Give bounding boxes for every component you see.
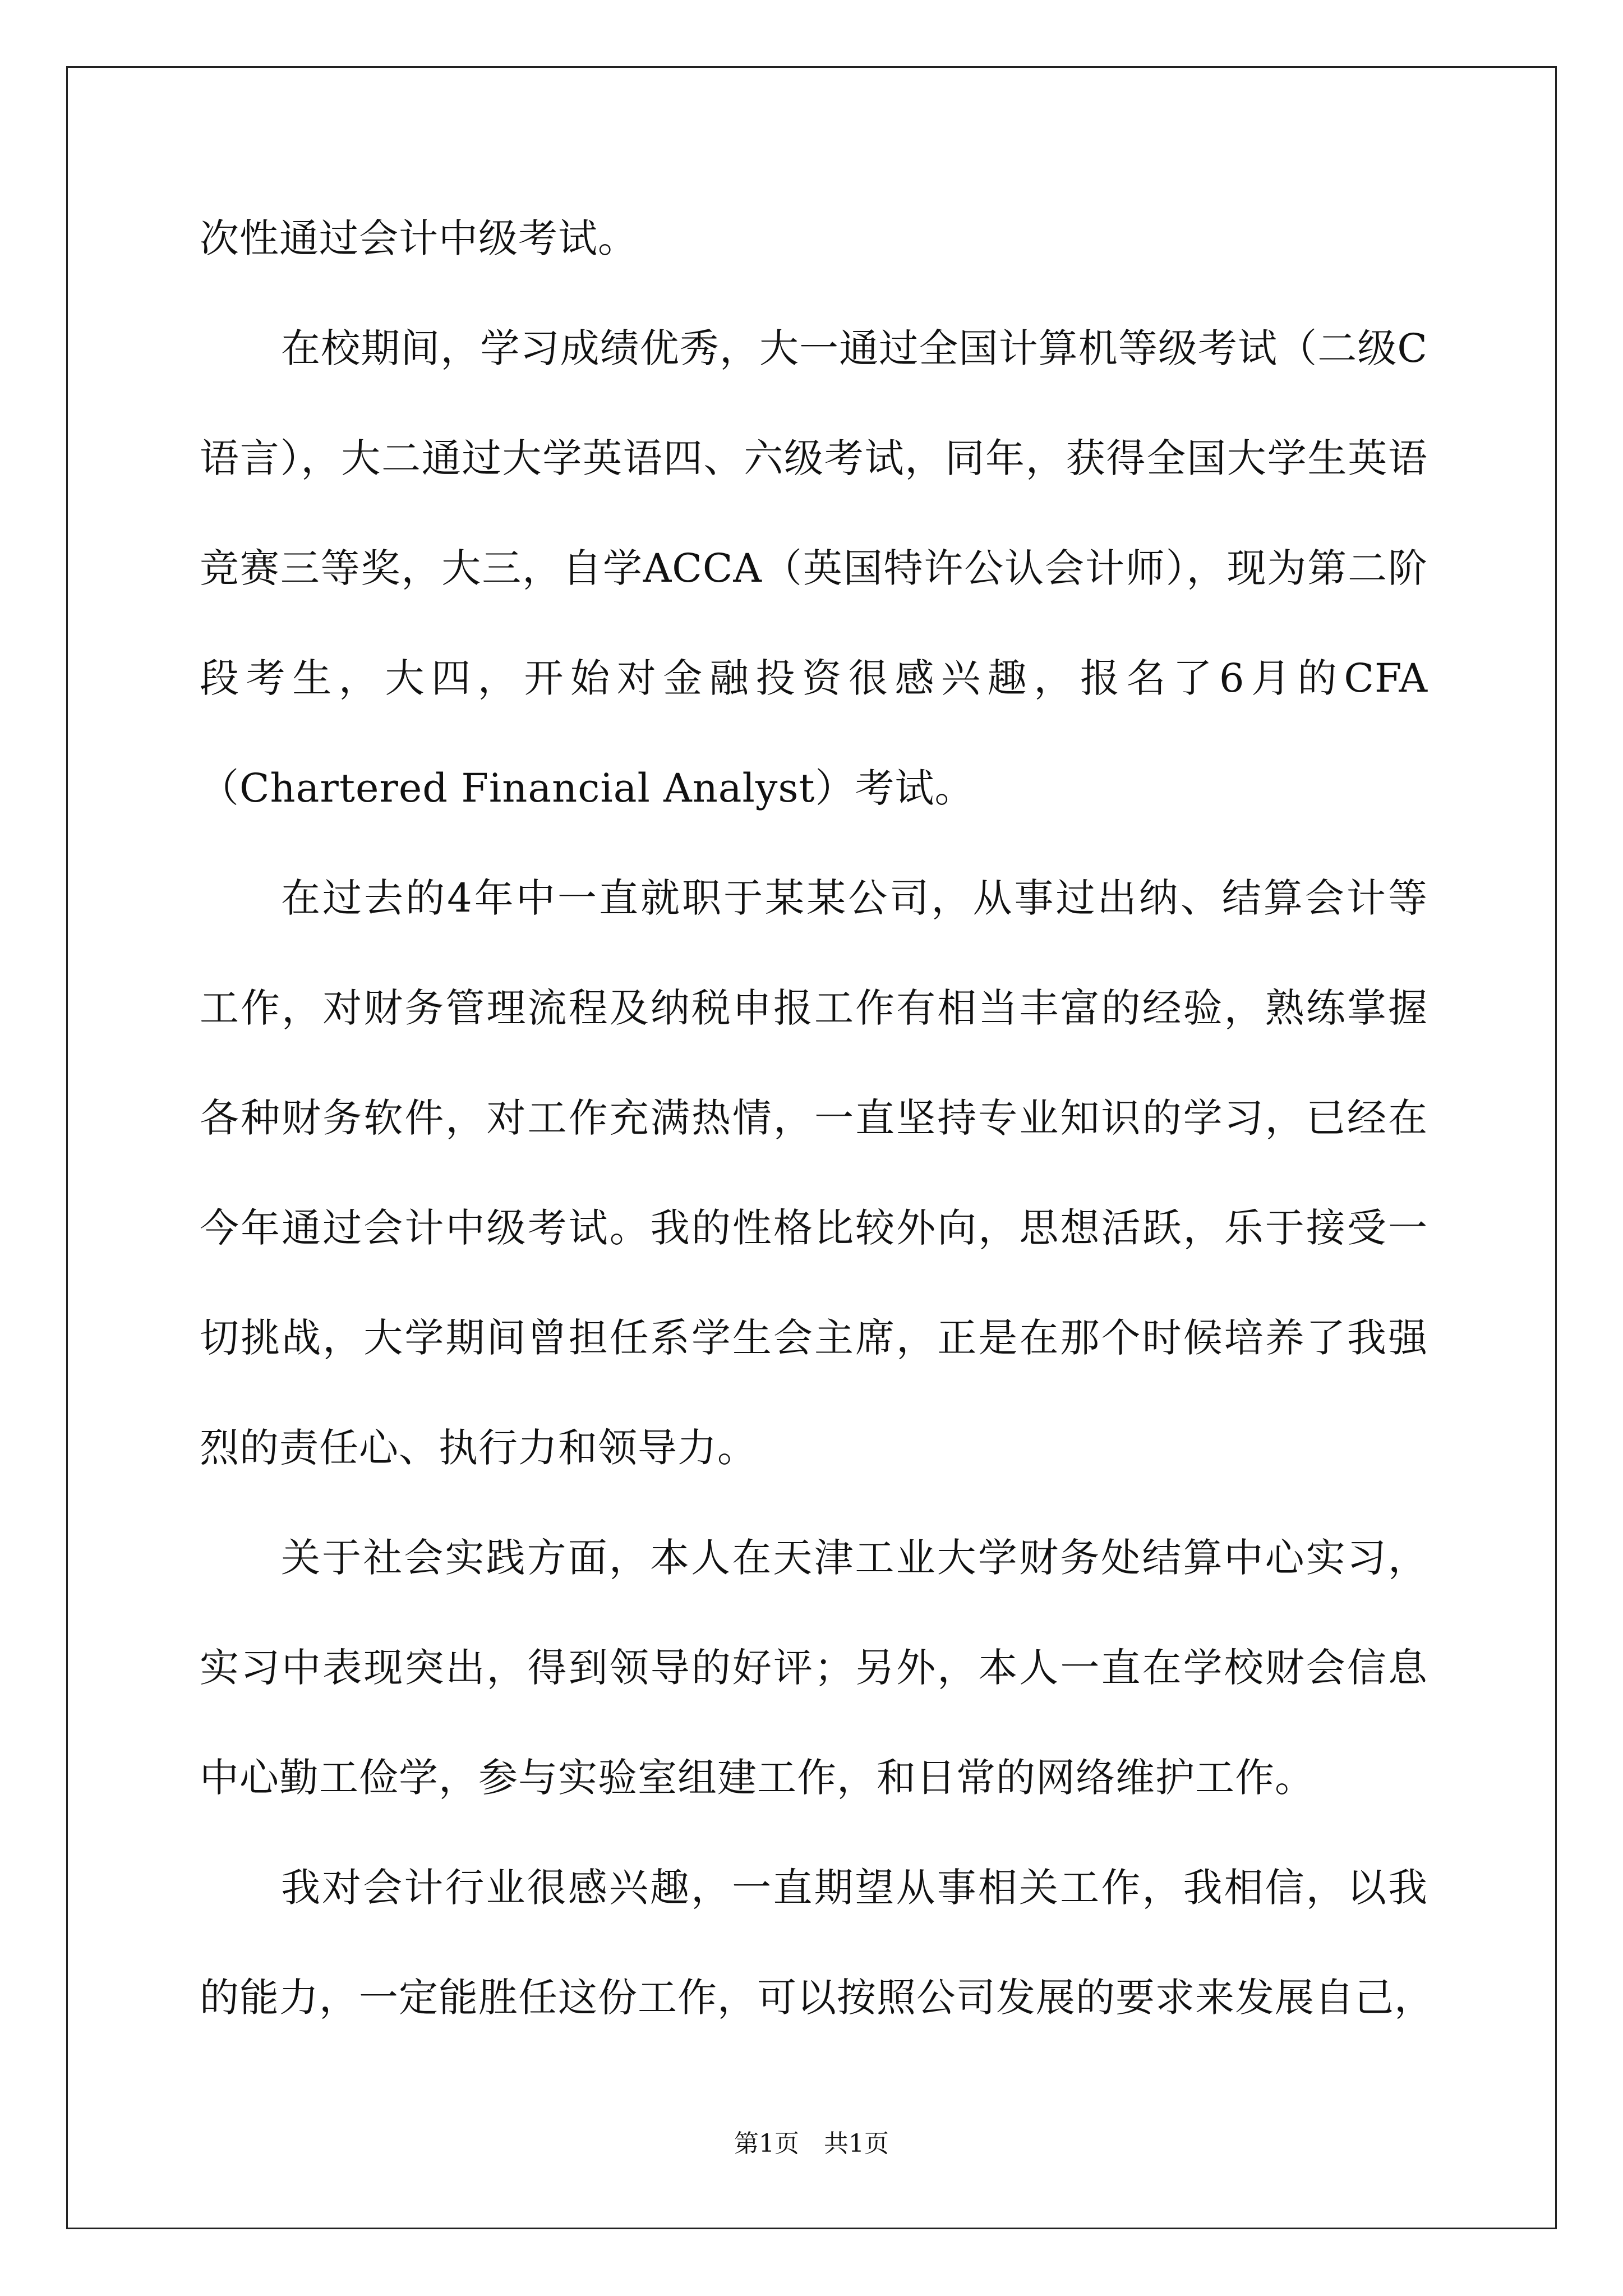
text-line: 语言），大二通过大学英语四、六级考试，同年，获得全国大学生英语 bbox=[200, 435, 1428, 481]
page-number-footer: 第1页 共1页 bbox=[734, 2129, 889, 2158]
text-line: 在校期间，学习成绩优秀，大一通过全国计算机等级考试（二级C bbox=[281, 325, 1428, 371]
text-line: 实习中表现突出，得到领导的好评；另外，本人一直在学校财会信息 bbox=[200, 1645, 1428, 1691]
text-line: 次性通过会计中级考试。 bbox=[200, 215, 638, 261]
text-line: 的能力，一定能胜任这份工作，可以按照公司发展的要求来发展自己， bbox=[200, 1975, 1434, 2021]
text-line: 烈的责任心、执行力和领导力。 bbox=[200, 1425, 757, 1471]
text-line: 今年通过会计中级考试。我的性格比较外向，思想活跃，乐于接受一 bbox=[200, 1205, 1428, 1251]
text-line: 竞赛三等奖，大三，自学ACCA（英国特许公认会计师），现为第二阶 bbox=[200, 545, 1428, 591]
text-line: 工作，对财务管理流程及纳税申报工作有相当丰富的经验，熟练掌握 bbox=[200, 985, 1428, 1031]
text-line: 我对会计行业很感兴趣，一直期望从事相关工作，我相信，以我 bbox=[281, 1865, 1428, 1911]
text-line: （Chartered Financial Analyst）考试。 bbox=[200, 765, 975, 811]
text-line: 切挑战，大学期间曾担任系学生会主席，正是在那个时候培养了我强 bbox=[200, 1315, 1428, 1361]
text-line: 在过去的4年中一直就职于某某公司，从事过出纳、结算会计等 bbox=[281, 875, 1428, 921]
text-line: 中心勤工俭学，参与实验室组建工作，和日常的网络维护工作。 bbox=[200, 1755, 1315, 1801]
text-line: 段考生，大四，开始对金融投资很感兴趣，报名了6月的CFA bbox=[200, 655, 1428, 701]
text-line: 各种财务软件，对工作充满热情，一直坚持专业知识的学习，已经在 bbox=[200, 1095, 1428, 1141]
text-line: 关于社会实践方面，本人在天津工业大学财务处结算中心实习， bbox=[281, 1535, 1428, 1581]
